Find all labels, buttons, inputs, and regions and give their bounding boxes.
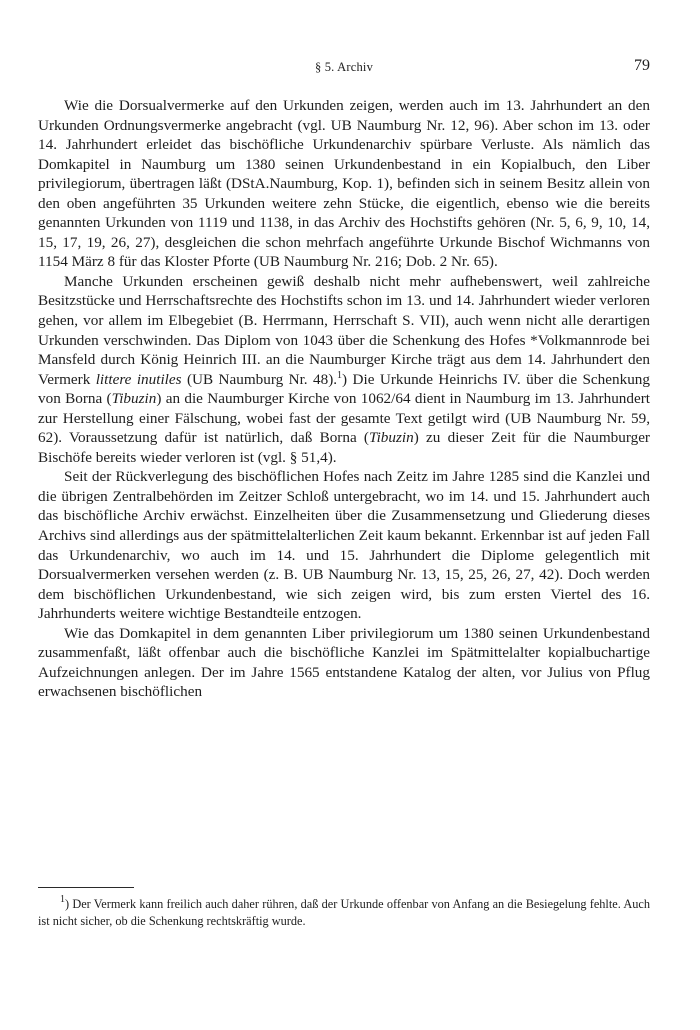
paragraph-2-text-b: (UB Naumburg Nr. 48). xyxy=(181,370,338,388)
paragraph-4: Wie das Domkapitel in dem genannten Liber privilegiorum um 1380 seinen Urkundenbestand zusammenfaßt, läßt offenbar auch die bischöfliche Kanzlei im Spätmittelalter kopialbuchartige Aufzeichnungen anlegen. Der im Jahre 1565 entstandene Katalog der alten, vor Julius von Pflug erwachsenen bischöflichen xyxy=(38,624,650,701)
section-title: § 5. Archiv xyxy=(314,60,374,74)
place-name-tibuzin: Tibuzin xyxy=(111,390,157,408)
paragraph-2-text-d: ) an die Naumburger Kirche von 1062/64 dient in Naumburg im 13. Jahrhundert zur Herstellung einer Fälschung, wobei fast der gesamte Text getilgt wird (UB Naumburg Nr. 59, 62). Voraussetzung dafür ist natürlich, daß Borna ( xyxy=(38,390,650,447)
place-name-tibuzin-2: Tibuzin xyxy=(368,429,414,447)
footnote-reference[interactable]: 1 xyxy=(337,369,343,381)
running-head xyxy=(38,58,650,78)
paragraph-1: Wie die Dorsualvermerke auf den Urkunden zeigen, werden auch im 13. Jahrhundert an den Urkunden Ordnungsvermerke angebracht (vgl. UB Naumburg Nr. 12, 96). Aber schon im 13. oder 14. Jahrhundert erleidet das bischöfliche Urkundenarchiv spürbare Verluste. Als nämlich das Domkapitel in Naumburg um 1380 seinen Urkundenbestand in ein Kopialbuch, den Liber privilegiorum, übertragen läßt (DStA.Naumburg, Kop. 1), befinden sich in seinem Besitz allein von den oben angeführten 35 Urkunden weitere zehn Stücke, die eigentlich, ebenso wie die bereits genannten Urkunden von 1119 und 1138, in das Archiv des Hochstifts gehören (Nr. 5, 6, 9, 10, 14, 15, 17, 19, 26, 27), desgleichen die schon mehrfach angeführte Urkunde Bischof Wichmanns von 1154 März 8 für das Kloster Pforte (UB Naumburg Nr. 216; Dob. 2 Nr. 65). xyxy=(38,97,650,271)
paragraph-3: Seit der Rückverlegung des bischöflichen Hofes nach Zeitz im Jahre 1285 sind die Kanzlei und die übrigen Zentralbehörden im Zeitzer Schloß untergebracht, wo im 14. und 15. Jahrhundert auch das bischöfliche Archiv erwächst. Einzelheiten über die Zusammensetzung und Gliederung dieses Archivs sind allerdings aus der spätmittelalterlichen Zeit kaum bekannt. Erkennbar ist auf jeden Fall das Urkundenarchiv, wo auch im 14. und 15. Jahrhundert die Diplome gelegentlich mit Dorsualvermerken versehen werden (z. B. UB Naumburg Nr. 13, 15, 25, 26, 27, 42). Doch werden dem bischöflichen Urkundenbestand, wie sich zeigen wird, bis zum ersten Viertel des 16. Jahrhunderts weitere wichtige Bestandteile entzogen. xyxy=(38,468,650,623)
paragraph-2-text-e: ) zu dieser Zeit für die Naumburger Bischöfe bereits wieder verloren ist (vgl. § 51,4). xyxy=(38,429,650,466)
body-text xyxy=(38,96,650,702)
footnote-divider xyxy=(38,887,134,888)
quote-littere-inutiles: littere inutiles xyxy=(95,370,182,388)
page-number: 79 xyxy=(634,57,650,74)
footnote-1 xyxy=(38,896,650,930)
paragraph-2-text-c: ) Die Urkunde Heinrichs IV. über die Schenkung von Borna ( xyxy=(38,370,650,408)
footnotes xyxy=(38,896,650,930)
footnote-marker: 1 xyxy=(60,894,65,905)
paragraph-2-text-a: Manche Urkunden erscheinen gewiß deshalb nicht mehr aufhebenswert, weil zahlreiche Besitzstücke und Herrschaftsrechte des Hochstifts schon im 13. und 14. Jahrhundert wieder verloren gehen, vor allem im Elbegebiet (B. Herrmann, Herrschaft S. VII), auch wenn nicht alle derartigen Urkunden verschwinden. Das Diplom von 1043 über die Schenkung des Hofes *Volkmannrode bei Mansfeld durch König Heinrich III. an die Naumburger Kirche trägt aus dem 14. Jahrhundert den Vermerk xyxy=(38,272,650,388)
paragraph-2 xyxy=(38,272,650,467)
footnote-1-text: ) Der Vermerk kann freilich auch daher rühren, daß der Urkunde offenbar von Anfang an die Besiegelung fehlte. Auch ist nicht sicher, ob die Schenkung rechtskräftig wurde. xyxy=(38,897,650,929)
